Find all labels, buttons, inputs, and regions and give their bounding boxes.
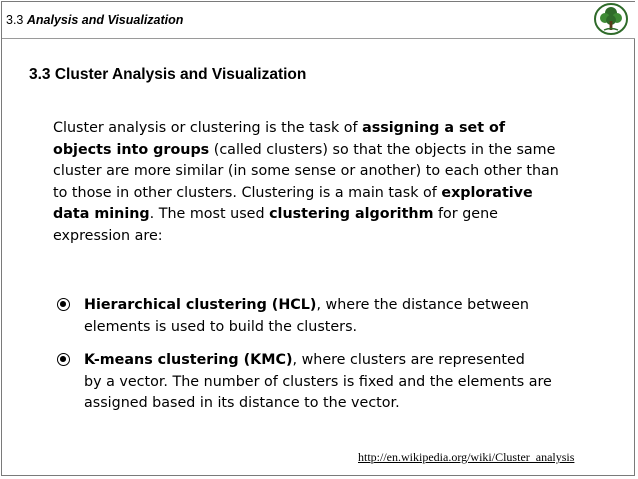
reference-link[interactable]: http://en.wikipedia.org/wiki/Cluster_analysis — [358, 450, 575, 464]
bold-run: K-means clustering (KMC) — [84, 352, 293, 368]
bullet-line — [84, 295, 624, 317]
bold-run: Hierarchical clustering (HCL) — [84, 297, 317, 313]
bold-run: clustering algorithm — [269, 206, 434, 222]
bold-run: assigning a set of — [362, 120, 506, 136]
bold-run: data mining — [53, 206, 150, 222]
text-run: (called clusters) so that the objects in the same — [209, 141, 556, 158]
body-line — [53, 204, 613, 226]
tree-logo-icon — [592, 2, 630, 36]
body-line — [53, 183, 613, 205]
bullet-line — [84, 350, 624, 372]
header-title — [6, 13, 183, 27]
text-run: . The most used — [149, 206, 270, 222]
bullet-line: assigned based in its distance to the vector. — [84, 395, 400, 411]
text-run: , where clusters are represented — [292, 352, 525, 368]
bullet-text — [84, 350, 624, 415]
body-line: cluster are more similar (in some sense or another) to each other than — [53, 163, 559, 179]
body-line — [53, 118, 613, 140]
body-paragraph — [53, 118, 613, 247]
header-number: 3.3 — [6, 13, 24, 27]
header-label: Analysis and Visualization — [26, 13, 184, 27]
section-title: 3.3 Cluster Analysis and Visualization — [29, 66, 307, 83]
bullet-dot-icon — [57, 353, 70, 366]
body-line — [53, 140, 613, 162]
bullet-text — [84, 295, 624, 338]
body-line: expression are: — [53, 227, 163, 244]
text-run: Cluster analysis or clustering is the task of — [53, 120, 363, 136]
bullet-line: by a vector. The number of clusters is fixed and the elements are — [84, 373, 552, 390]
bold-run: objects into groups — [53, 141, 210, 158]
text-run: , where the distance between — [316, 297, 529, 313]
bullet-dot-icon — [57, 298, 70, 311]
bold-run: explorative — [441, 184, 533, 201]
bullet-line: elements is used to build the clusters. — [84, 318, 358, 335]
text-run: to those in other clusters. Clustering is a main task of — [53, 184, 442, 201]
text-run: for gene — [433, 206, 498, 222]
header-bar — [2, 2, 635, 39]
